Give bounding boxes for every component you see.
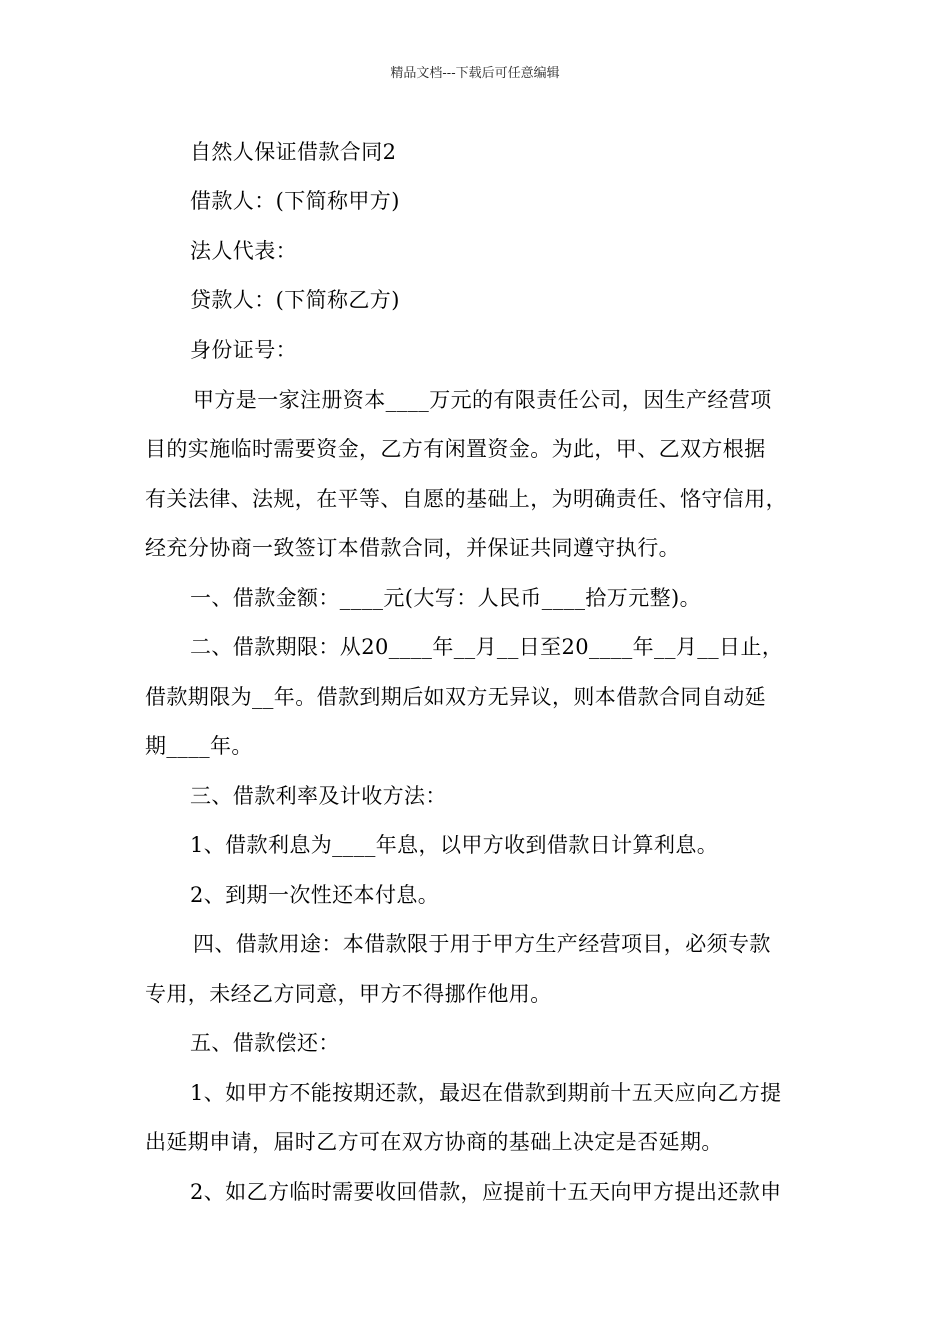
paragraph-line: 专用，未经乙方同意，甲方不得挪作他用。	[145, 982, 552, 1006]
clause-item: 2、到期一次性还本付息。	[190, 883, 440, 907]
id-number-line: 身份证号：	[190, 338, 297, 362]
paragraph-line: 出延期申请，届时乙方可在双方协商的基础上决定是否延期。	[145, 1130, 723, 1154]
paragraph-line: 甲方是一家注册资本____万元的有限责任公司，因生产经营项	[193, 388, 772, 412]
legal-representative-line: 法人代表：	[190, 239, 297, 263]
clause-heading: 四、借款用途：本借款限于用于甲方生产经营项目，必须专款	[193, 932, 771, 956]
borrower-line: 借款人：(下简称甲方)	[190, 189, 400, 213]
clause-heading: 三、借款利率及计收方法：	[190, 784, 447, 808]
clause-item: 2、如乙方临时需要收回借款，应提前十五天向甲方提出还款申	[190, 1180, 782, 1204]
clause-item: 1、借款利息为____年息，以甲方收到借款日计算利息。	[190, 833, 719, 857]
clause-item: 1、如甲方不能按期还款，最迟在借款到期前十五天应向乙方提	[190, 1081, 782, 1105]
paragraph-line: 期____年。	[145, 734, 253, 758]
lender-line: 贷款人：(下简称乙方)	[190, 288, 400, 312]
paragraph-line: 目的实施临时需要资金，乙方有闲置资金。为此，甲、乙双方根据	[145, 437, 766, 461]
document-title: 自然人保证借款合同2	[190, 140, 397, 164]
paragraph-line: 经充分协商一致签订本借款合同，并保证共同遵守执行。	[145, 536, 680, 560]
paragraph-line: 借款期限为__年。借款到期后如双方无异议，则本借款合同自动延	[145, 685, 766, 709]
clause-heading: 二、借款期限：从20____年__月__日至20____年__月__日止，	[190, 635, 784, 659]
clause-heading: 五、借款偿还：	[190, 1031, 340, 1055]
page-header: 精品文档---下载后可任意编辑	[390, 66, 560, 81]
paragraph-line: 有关法律、法规，在平等、自愿的基础上，为明确责任、恪守信用，	[145, 487, 787, 511]
clause-heading: 一、借款金额：____元(大写：人民币____拾万元整)。	[190, 586, 701, 610]
